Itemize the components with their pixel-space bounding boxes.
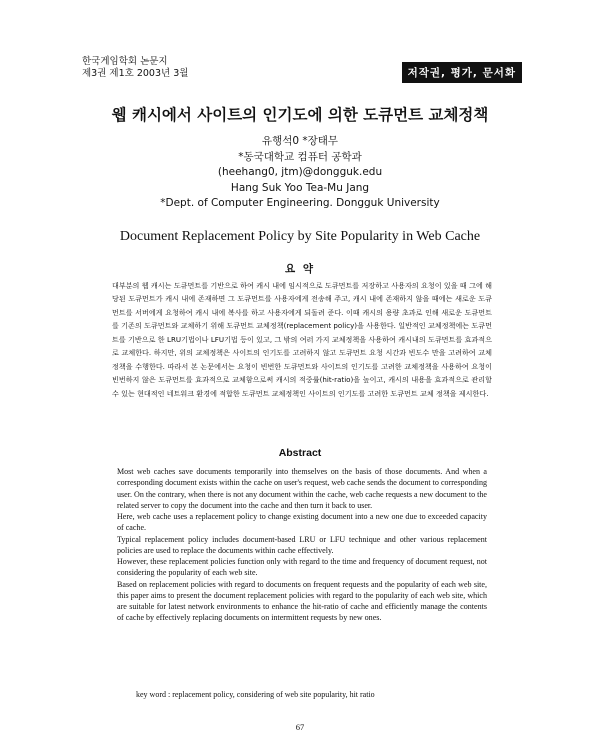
section-tag: 저작권, 평가, 문서화	[402, 62, 522, 83]
journal-name: 한국게임학회 논문지	[82, 56, 168, 67]
abstract-paragraph: Most web caches save documents temporarily into themselves on the basis of those documents. And when a corresponding document exists within the cache on user's request, web cache sends the document to corresponding user. On the contrary, when there is not any document within the cache, web cache requests a new document to the related server to copy the document into the cache and then turn it back to user.	[117, 467, 487, 510]
abstract-ko-heading: 요 약	[285, 263, 315, 275]
author-names-en: Hang Suk Yoo Tea-Mu Jang	[230, 181, 370, 194]
abstract-en-heading: Abstract	[278, 447, 322, 459]
affiliation-ko: *동국대학교 컴퓨터 공학과	[238, 150, 362, 163]
abstract-paragraph: However, these replacement policies function only with regard to the time and frequency of document request, not considering the popularity of each web site.	[117, 557, 487, 578]
paper-title-en: Document Replacement Policy by Site Popularity in Web Cache	[119, 229, 481, 244]
author-emails: (heehang0, jtm)@dongguk.edu	[217, 166, 383, 179]
author-names-ko: 유행석0 *장태무	[261, 135, 339, 147]
paper-title-ko: 웹 캐시에서 사이트의 인기도에 의한 도큐먼트 교체정책	[111, 106, 489, 124]
journal-volume: 제3권 제1호 2003년 3월	[82, 68, 189, 79]
abstract-en-body	[117, 466, 487, 624]
keywords: key word : replacement policy, considering of web site popularity, hit ratio	[136, 690, 375, 699]
abstract-paragraph: Typical replacement policy includes document-based LRU or LFU technique and other various replacement policies are used to replace the documents within cache effectively.	[117, 534, 487, 555]
journal-info	[82, 56, 188, 80]
author-block	[0, 134, 600, 212]
abstract-ko-body: 대부분의 웹 캐시는 도큐먼트를 기반으로 하여 캐시 내에 임시적으로 도큐먼트를 저장하고 사용자의 요청이 있을 때 그에 해당된 도큐먼트가 캐시 내에 존재하면 그 도큐먼트를 사용자에게 전송해 주고, 캐시 내에 존재하지 않을 때에는 새로운 도큐먼트를 서버에게 요청하여 캐시 내에 복사를 하고 사용자에게 되돌려 준다. 이때 캐시의 용량 초과로 인해 새로운 도큐먼트를 기존의 도큐먼트와 교체하기 위해 도큐먼트 교체정책(replacement policy)을 사용한다. 일반적인 교체정책에는 도큐먼트를 기반으로 한 LRU기법이나 LFU기법 등이 있고, 그 밖의 여러 가지 교체정책을 사용하여 캐시내의 도큐먼트를 효과적으로 교체한다. 하지만, 위의 교체정책은 사이트의 인기도를 고려하지 않고 도큐먼트 요청 시간과 빈도수 만을 고려하여 교체정책을 수행한다. 따라서 본 논문에서는 요청이 빈번한 도큐먼트와 사이트의 인기도를 고려한 교체정책을 사용하여 요청이 빈번하지 않은 도큐먼트를 효과적으로 교체함으로써 캐시의 적중률(hit-ratio)을 높이고, 캐시의 내용을 효과적으로 관리할 수 있는 현대적인 네트워크 환경에 적합한 도큐먼트 교체정책인 사이트의 인기도를 고려한 도큐먼트 교체 정책을 제시한다.	[112, 281, 492, 398]
affiliation-en: *Dept. of Computer Engineering. Dongguk University	[160, 197, 440, 210]
page-number: 67	[295, 722, 305, 732]
abstract-paragraph: Based on replacement policies with regard to documents on frequent requests and the popularity of each web site, this paper aims to present the document replacement policies with regard to the popularity of each web site, which are suitable for latest network environments to enhance the hit-ratio of cache and efficiently manage the contents of cache by effectively replacing documents on intermittent requests by new ones.	[117, 579, 487, 623]
abstract-paragraph: Here, web cache uses a replacement policy to change existing document into a new one due to exceeded capacity of cache.	[117, 512, 487, 533]
